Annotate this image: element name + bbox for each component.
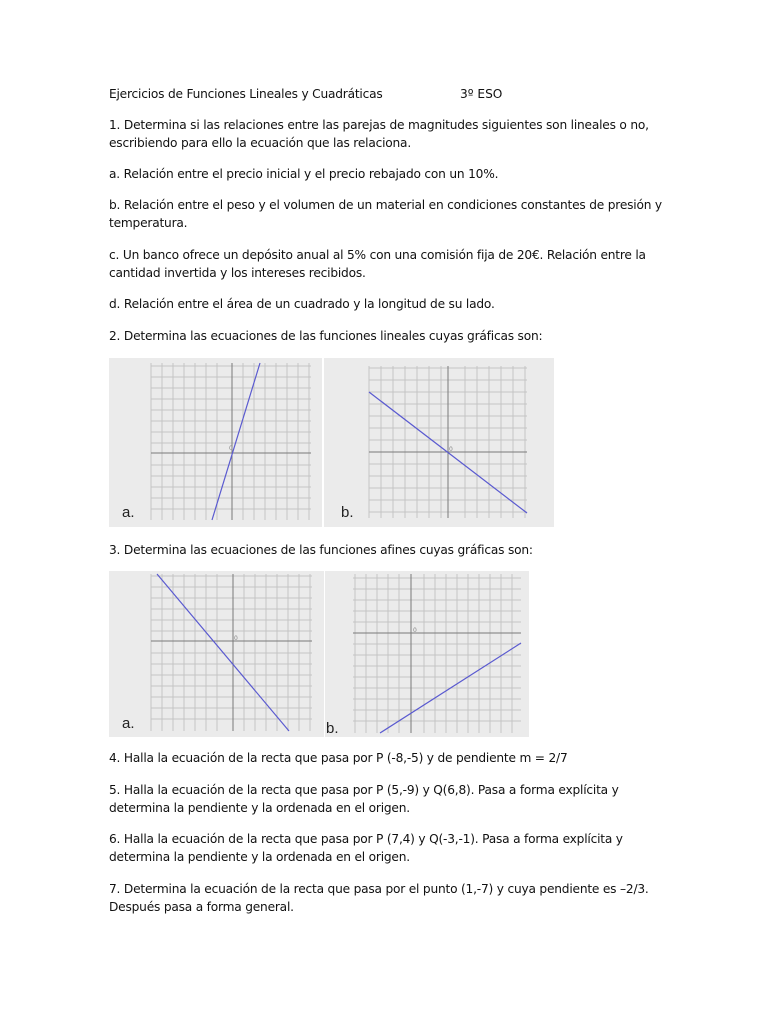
graph-2b-label: b. [341,504,354,521]
graph-3b-grid [353,574,521,733]
graph-3a-origin: 0 [234,635,238,642]
graph-3a-svg [109,571,324,737]
exercise-4: 4. Halla la ecuación de la recta que pasa por P (-8,-5) y de pendiente m = 2/7 [109,751,568,765]
exercise-6-cont: determina la pendiente y la ordenada en el origen. [109,850,410,864]
course-level: 3º ESO [460,87,503,101]
document-title: Ejercicios de Funciones Lineales y Cuadráticas [109,87,383,101]
exercise-1a: a. Relación entre el precio inicial y el precio rebajado con un 10%. [109,167,499,181]
graph-2a [109,358,322,527]
exercise-1c: c. Un banco ofrece un depósito anual al 5% con una comisión fija de 20€. Relación entre la [109,248,646,262]
graph-3b-axes [353,574,521,733]
graph-3a-label: a. [122,715,135,732]
graph-2a-origin: 0 [229,445,233,452]
exercise-6: 6. Halla la ecuación de la recta que pasa por P (7,4) y Q(-3,-1). Pasa a forma explícita y [109,832,623,846]
graph-3b-label: b. [326,720,339,737]
exercise-5-cont: determina la pendiente y la ordenada en el origen. [109,801,410,815]
exercise-1d: d. Relación entre el área de un cuadrado y la longitud de su lado. [109,297,495,311]
exercise-2: 2. Determina las ecuaciones de las funciones lineales cuyas gráficas son: [109,329,543,343]
exercise-1-intro-cont: escribiendo para ello la ecuación que las relaciona. [109,136,411,150]
exercise-1b: b. Relación entre el peso y el volumen de un material en condiciones constantes de presión y [109,198,662,212]
exercise-1b-cont: temperatura. [109,216,188,230]
exercise-3: 3. Determina las ecuaciones de las funciones afines cuyas gráficas son: [109,543,533,557]
graph-2a-label: a. [122,504,135,521]
exercise-7-cont: Después pasa a forma general. [109,900,294,914]
graph-3a [109,571,324,737]
exercise-7: 7. Determina la ecuación de la recta que pasa por el punto (1,-7) y cuya pendiente es –2/3. [109,882,649,896]
graph-2a-grid [151,363,311,520]
graph-2b-svg [324,358,554,527]
graph-2a-line [212,363,260,520]
graph-3b-svg [325,571,529,737]
graph-2b-origin: 0 [449,446,453,453]
graph-2b [324,358,554,527]
graph-3b [325,571,529,737]
exercise-1c-cont: cantidad invertida y los intereses recibidos. [109,266,366,280]
graph-3b-origin: 0 [413,627,417,634]
graph-3a-grid [151,574,312,731]
exercise-1-intro: 1. Determina si las relaciones entre las parejas de magnitudes siguientes son lineales o no, [109,118,649,132]
graph-2a-svg [109,358,322,527]
exercise-5: 5. Halla la ecuación de la recta que pasa por P (5,-9) y Q(6,8). Pasa a forma explícita y [109,783,619,797]
